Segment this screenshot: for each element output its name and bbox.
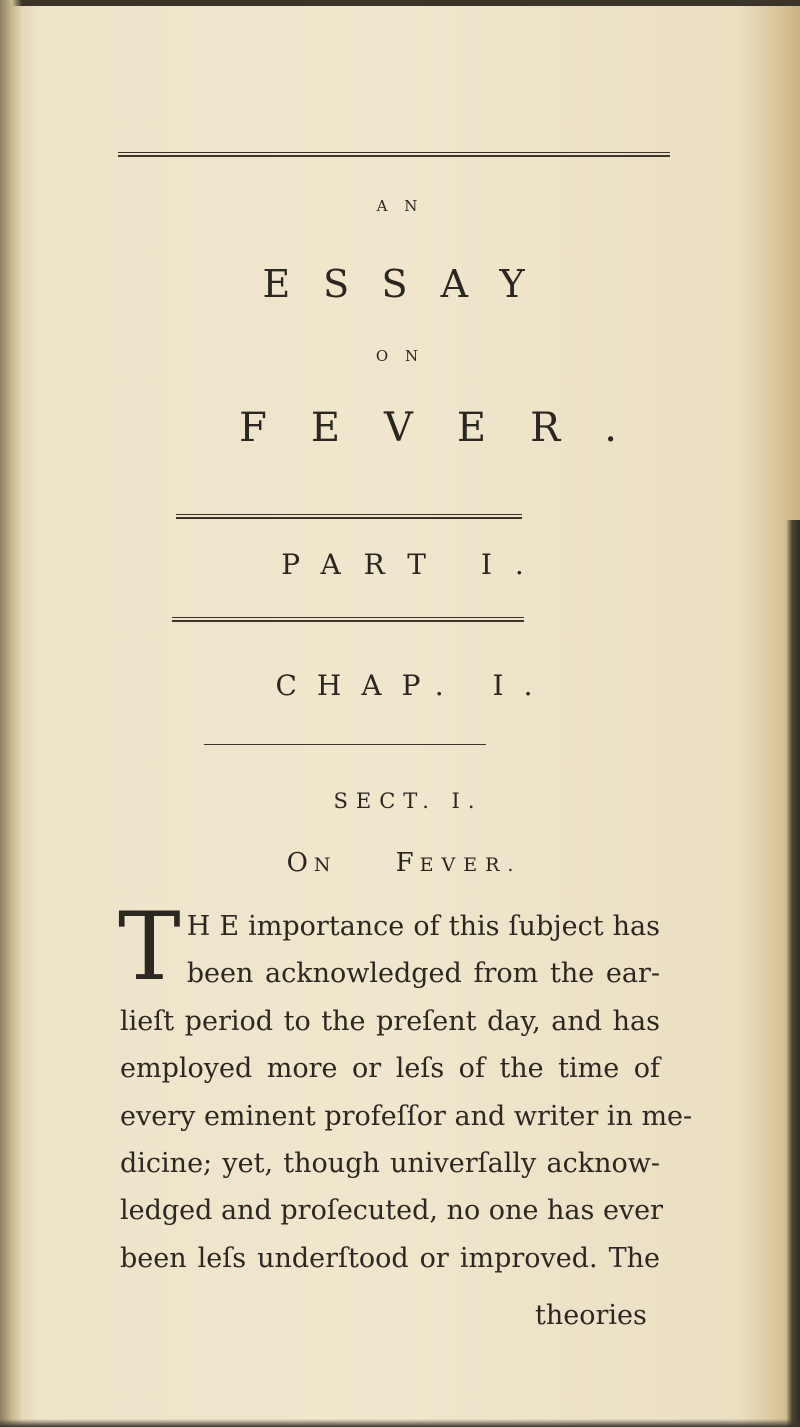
part-heading: PART I. xyxy=(281,548,547,581)
rule-above-part xyxy=(176,514,522,519)
body-line-6: dicine; yet, though univerſally acknow- xyxy=(120,1148,660,1180)
body-line-3: lieſt period to the preſent day, and has xyxy=(120,1005,660,1037)
title-fever: FEVER. xyxy=(239,405,661,451)
section-title-n: N xyxy=(313,854,339,876)
title-a-n: A N xyxy=(376,197,424,215)
rule-below-chapter xyxy=(204,744,486,745)
page-right-edge-shadow xyxy=(786,520,800,1427)
body-line-2: been acknowledged from the ear- xyxy=(186,958,660,990)
body-line-4: employed more or leſs of the time of xyxy=(120,1053,660,1085)
body-line-7: ledged and proſecuted, no one has ever xyxy=(120,1195,664,1227)
title-on: O N xyxy=(375,347,425,365)
body-line-8: been leſs underſtood or improved. The xyxy=(120,1242,660,1274)
section-title-f: F xyxy=(395,848,420,878)
body-paragraph xyxy=(118,893,693,1282)
section-title xyxy=(0,848,800,878)
title-essay: ESSAY xyxy=(262,262,558,306)
section-title-ever: EVER. xyxy=(419,854,522,876)
chapter-heading: CHAP. I. xyxy=(275,669,553,702)
body-line-5: every eminent profeſſor and writer in me- xyxy=(120,1100,693,1132)
top-double-rule xyxy=(118,152,670,157)
catchword: theories xyxy=(535,1300,647,1331)
page-top-edge xyxy=(0,0,800,6)
section-heading: SECT. I. xyxy=(333,789,483,813)
body-line-1: H E importance of this ſubject has xyxy=(186,911,660,942)
section-title-o: O xyxy=(286,848,314,878)
drop-cap: T xyxy=(118,893,181,1002)
rule-below-part xyxy=(172,617,524,622)
page-bottom-edge xyxy=(0,1419,800,1427)
